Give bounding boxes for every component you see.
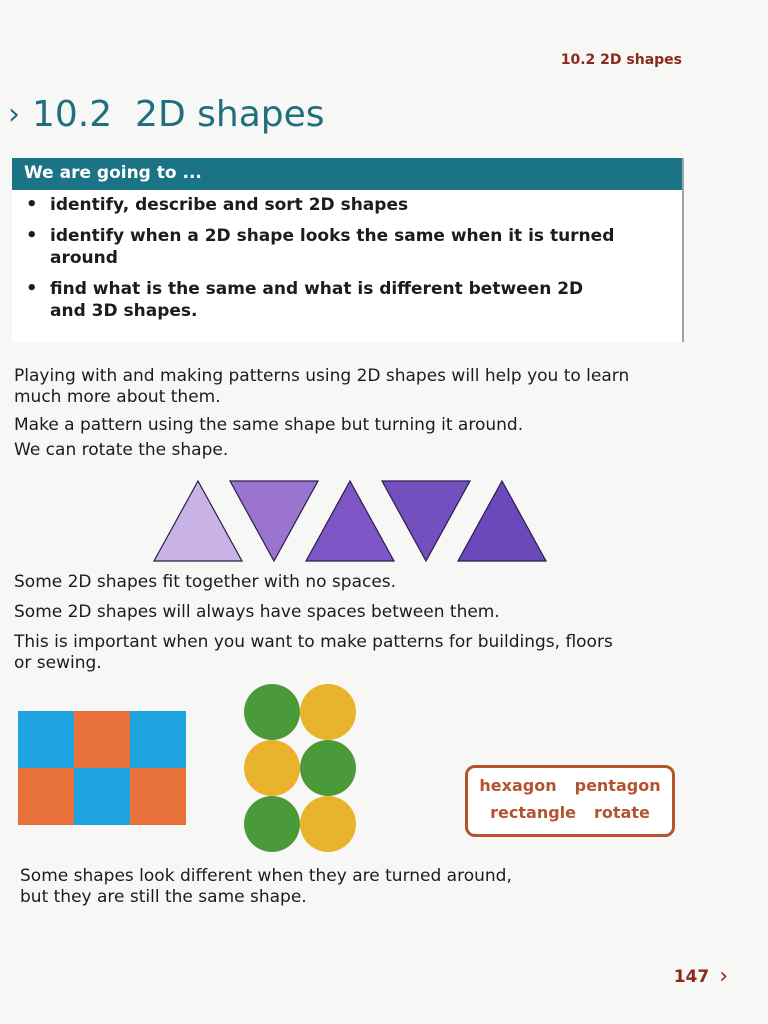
triangle-shape: [458, 481, 546, 561]
learning-goals-box: [12, 158, 684, 342]
spacer: [112, 94, 135, 135]
circle-shape: [244, 684, 300, 740]
vocab-word: rectangle: [490, 803, 577, 822]
circle-shape: [244, 796, 300, 852]
section-title-text: 2D shapes: [135, 94, 325, 135]
page-number-text: 147: [673, 966, 710, 987]
closing-line: Some shapes look different when they are turned around,: [20, 866, 512, 886]
fitting-paragraph: Some 2D shapes fit together with no spaces.: [14, 572, 397, 592]
circle-shape: [300, 740, 356, 796]
chevron-right-icon: ›: [8, 97, 20, 132]
closing-text: [20, 866, 580, 908]
chevron-right-icon: ›: [719, 964, 728, 989]
fitting-text: [14, 572, 614, 674]
circle-shape: [300, 796, 356, 852]
triangle-shape: [230, 481, 318, 561]
vocab-word: rotate: [594, 803, 650, 822]
square-tile: [74, 768, 130, 825]
vocab-word: pentagon: [574, 776, 661, 795]
page-number: [674, 964, 728, 989]
square-tile: [130, 768, 186, 825]
learning-goal-item: • find what is the same and what is different between 2D and 3D shapes.: [26, 278, 610, 322]
learning-goal-item: • identify, describe and sort 2D shapes: [26, 194, 682, 216]
square-tile: [18, 768, 74, 825]
circle-shape: [300, 684, 356, 740]
running-head: 10.2 2D shapes: [560, 52, 682, 68]
square-tile: [18, 711, 74, 768]
triangle-shape: [382, 481, 470, 561]
fitting-paragraph: Some 2D shapes will always have spaces between them.: [14, 602, 500, 622]
fitting-paragraph: This is important when you want to make patterns for buildings, floors or sewing.: [14, 632, 613, 673]
intro-text: [14, 366, 664, 461]
triangle-shape: [306, 481, 394, 561]
section-number: 10.2: [32, 94, 113, 135]
section-title: [8, 94, 325, 135]
intro-paragraph: Make a pattern using the same shape but turning it around.: [14, 415, 524, 435]
intro-paragraph: Playing with and making patterns using 2D shapes will help you to learn much more about them.: [14, 366, 630, 407]
triangle-shape: [154, 481, 242, 561]
square-tile: [130, 711, 186, 768]
circle-pattern: [242, 684, 362, 854]
learning-goals-header: We are going to ...: [12, 158, 682, 190]
vocabulary-box: [465, 765, 675, 837]
closing-line: but they are still the same shape.: [20, 887, 307, 907]
intro-paragraph: We can rotate the shape.: [14, 440, 229, 460]
triangle-rotation-pattern: [150, 478, 550, 564]
vocab-word: hexagon: [479, 776, 557, 795]
square-tile-pattern: [18, 711, 188, 827]
learning-goals-list: [12, 190, 682, 322]
learning-goal-item: • identify when a 2D shape looks the same when it is turned around: [26, 225, 682, 269]
circle-shape: [244, 740, 300, 796]
square-tile: [74, 711, 130, 768]
